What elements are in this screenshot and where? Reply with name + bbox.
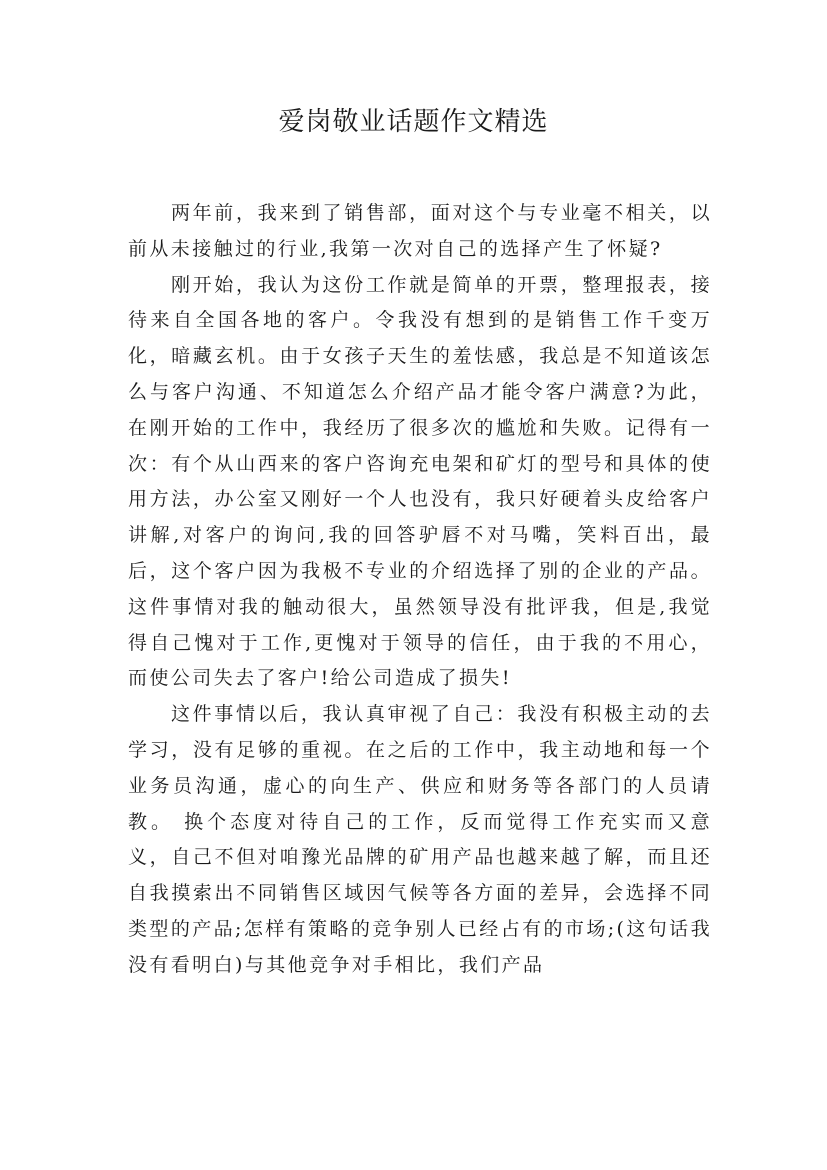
paragraph-2: 刚开始，我认为这份工作就是简单的开票，整理报表，接待来自全国各地的客户。令我没有想到的是销售工作千变万化，暗藏玄机。由于女孩子天生的羞怯感，我总是不知道该怎么与客户沟通、不知道怎么介绍产品才能令客户满意?为此，在刚开始的工作中，我经历了很多次的尴尬和失败。记得有一次：有个从山西来的客户咨询充电架和矿灯的型号和具体的使用方法，办公室又刚好一个人也没有，我只好硬着头皮给客户讲解,对客户的询问,我的回答驴唇不对马嘴，笑料百出，最后，这个客户因为我极不专业的介绍选择了别的企业的产品。这件事情对我的触动很大，虽然领导没有批评我，但是,我觉得自己愧对于工作,更愧对于领导的信任，由于我的不用心，而使公司失去了客户!给公司造成了损失! (128, 273, 712, 690)
paragraph-3: 这件事情以后，我认真审视了自己：我没有积极主动的去学习，没有足够的重视。在之后的工作中，我主动地和每一个业务员沟通，虚心的向生产、供应和财务等各部门的人员请教。 换个态度对待自己的工作，反而觉得工作充实而又意义，自己不但对咱豫光品牌的矿用产品也越来越了解，而且还自我摸索出不同销售区域因气候等各方面的差异，会选择不同类型的产品;怎样有策略的竞争别人已经占有的市场;(这句话我没有看明白)与其他竞争对手相比，我们产品 (128, 703, 712, 976)
document-body (128, 196, 712, 984)
paragraph-1: 两年前，我来到了销售部，面对这个与专业毫不相关，以前从未接触过的行业,我第一次对自己的选择产生了怀疑? (128, 202, 712, 260)
document-title: 爱岗敬业话题作文精选 (278, 107, 549, 137)
